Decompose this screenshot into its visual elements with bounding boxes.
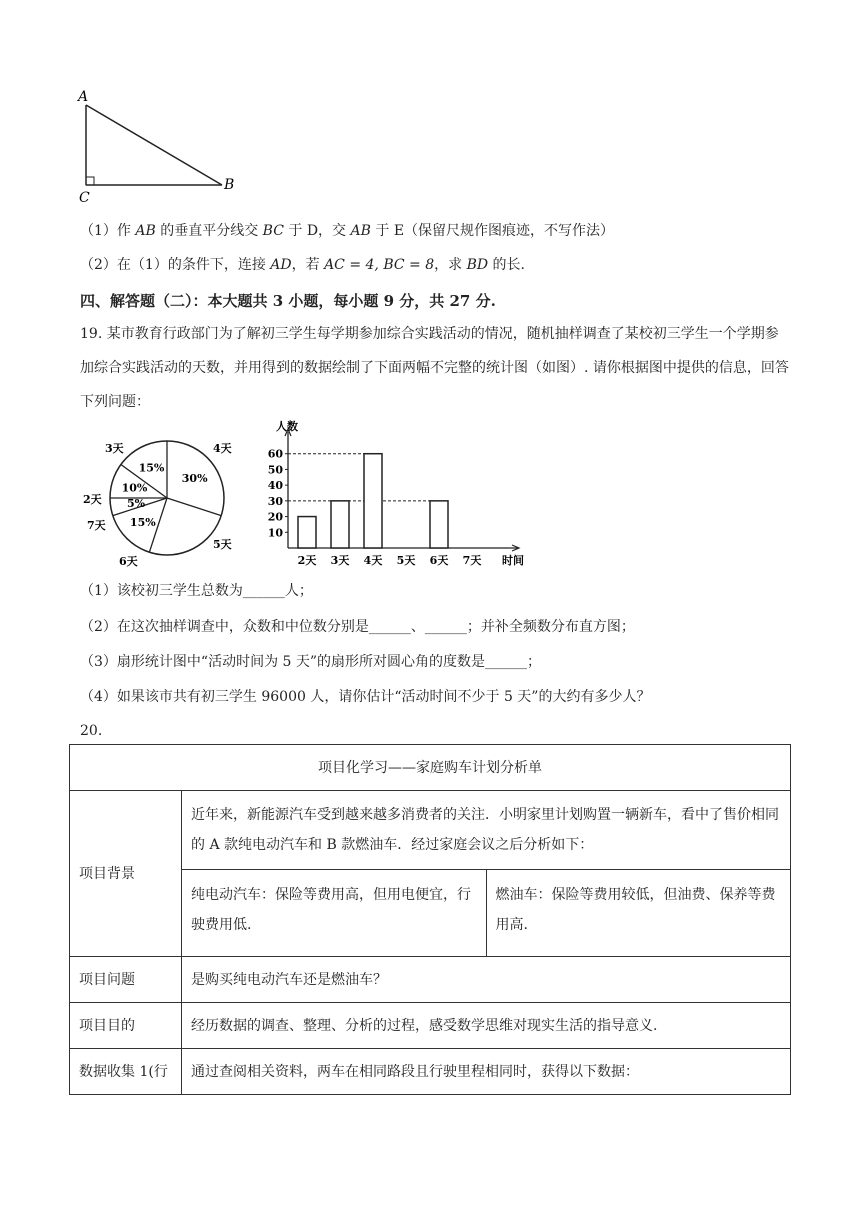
y-tick-label: 60	[267, 447, 283, 461]
section-heading: 四、解答题（二）：本大题共 3 小题，每小题 9 分，共 27 分.	[80, 292, 496, 310]
goal-label: 项目目的	[70, 1003, 182, 1049]
pie-percent-label: 5%	[126, 496, 146, 510]
y-tick-label: 50	[267, 463, 283, 477]
q18-part1: （1）作 AB 的垂直平分线交 BC 于 D，交 AB 于 E（保留尺规作图痕迹，不写作法）	[80, 223, 615, 239]
histogram-bar	[298, 517, 316, 548]
y-tick-label: 30	[267, 494, 283, 508]
x-tick-label: 4天	[363, 554, 383, 567]
bg-label: 项目背景	[70, 791, 182, 957]
pie-category-label: 7天	[87, 519, 106, 532]
pie-category-label: 6天	[119, 555, 138, 568]
q18-part2: （2）在（1）的条件下，连接 AD，若 AC = 4, BC = 8，求 BD 的长.	[80, 257, 525, 273]
histogram-bar	[331, 501, 349, 548]
x-axis-title: 时间	[502, 554, 524, 567]
table-title: 项目化学习——家庭购车计划分析单	[70, 745, 791, 791]
problem-text: 是购买纯电动汽车还是燃油车？	[182, 957, 791, 1003]
problem-label: 项目问题	[70, 957, 182, 1003]
data-label: 数据收集 1(行	[70, 1049, 182, 1095]
q19-part1: （1）该校初三学生总数为______人；	[80, 583, 313, 599]
histogram-chart	[258, 420, 524, 570]
data-text: 通过查阅相关资料，两车在相同路段且行驶里程相同时，获得以下数据：	[182, 1049, 791, 1095]
q19-part4: （4）如果该市共有初三学生 96000 人，请你估计“活动时间不少于 5 天”的大约有多少人？	[80, 689, 651, 705]
histogram-bar	[430, 501, 448, 548]
right-triangle-figure	[70, 85, 250, 210]
y-tick-label: 20	[267, 510, 283, 524]
x-tick-label: 7天	[462, 554, 482, 567]
x-tick-label: 6天	[429, 554, 449, 567]
goal-text: 经历数据的调查、整理、分析的过程，感受数学思维对现实生活的指导意义.	[182, 1003, 791, 1049]
ev-text: 纯电动汽车：保险等费用高，但用电便宜，行驶费用低.	[182, 870, 486, 956]
x-tick-label: 5天	[396, 554, 416, 567]
x-tick-label: 3天	[330, 554, 350, 567]
vertex-a-label: A	[78, 89, 89, 105]
q19-part3: （3）扇形统计图中“活动时间为 5 天”的扇形所对圆心角的度数是______；	[80, 654, 542, 670]
pie-percent-label: 15%	[129, 516, 156, 530]
vertex-b-label: B	[224, 177, 235, 193]
pie-category-label: 3天	[105, 442, 124, 455]
project-table	[69, 744, 791, 1095]
histogram-bar	[364, 454, 382, 548]
fuel-text: 燃油车：保险等费用较低，但油费、保养等费用高.	[495, 887, 776, 933]
y-axis-title: 人数	[276, 420, 298, 433]
x-tick-label: 2天	[297, 554, 317, 567]
q20-number: 20.	[80, 723, 103, 739]
q19-part2: （2）在这次抽样调查中，众数和中位数分别是______、______；并补全频数分布直方图；	[80, 619, 635, 635]
pie-percent-label: 30%	[181, 471, 208, 485]
pie-slice-divider	[167, 498, 221, 516]
vertex-c-label: C	[79, 190, 90, 206]
q19-intro: 19. 某市教育行政部门为了解初三学生每学期参加综合实践活动的情况，随机抽样调查了某校初三学生一个学期参加综合实践活动的天数，并用得到的数据绘制了下面两幅不完整的统计图（如图）. 请你根据图中提供的信息，回答下列问题：	[80, 326, 789, 410]
pie-category-label: 2天	[83, 493, 102, 506]
y-tick-label: 40	[267, 479, 283, 493]
pie-percent-label: 10%	[121, 481, 148, 495]
pie-chart	[75, 425, 245, 573]
bg-text: 近年来，新能源汽车受到越来越多消费者的关注．小明家里计划购置一辆新车，看中了售价相同的 A 款纯电动汽车和 B 款燃油车．经过家庭会议之后分析如下：	[182, 791, 791, 870]
pie-percent-label: 15%	[138, 461, 165, 475]
y-tick-label: 10	[267, 526, 283, 540]
pie-category-label: 4天	[213, 442, 232, 455]
pie-category-label: 5天	[213, 538, 232, 551]
